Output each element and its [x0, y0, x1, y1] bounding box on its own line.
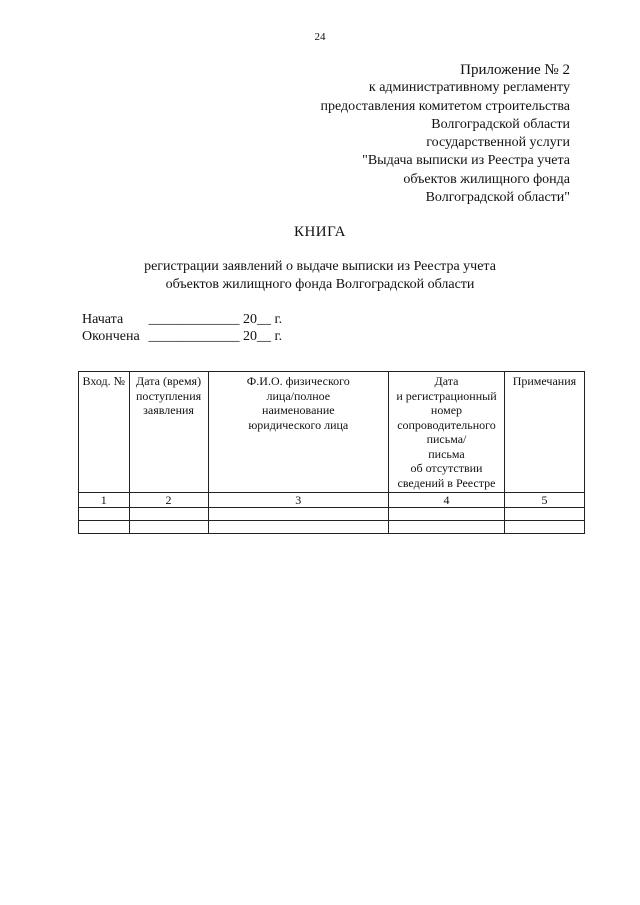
document-subtitle: [0, 258, 640, 294]
appendix-block: [321, 61, 570, 207]
appendix-line: Приложение № 2: [460, 62, 570, 78]
table-row: [79, 508, 585, 521]
column-number: 5: [504, 493, 584, 508]
table-header-row: [79, 372, 585, 493]
table-cell: [129, 508, 208, 521]
ended-label: Окончена: [82, 329, 140, 344]
dates-block: [82, 311, 282, 345]
header-cell-text: Примечания: [512, 374, 577, 388]
header-applicant-name: [208, 372, 389, 493]
subtitle-line: объектов жилищного фонда Волгоградской области: [165, 277, 475, 292]
table-cell: [389, 521, 505, 534]
table-cell: [504, 521, 584, 534]
table-cell: [129, 521, 208, 534]
header-cell-text: Вход. №: [82, 374, 126, 388]
column-number: 3: [208, 493, 389, 508]
header-cell-text: Ф.И.О. физического лица/полное наименование юридического лица: [246, 374, 350, 432]
table-cell: [208, 508, 389, 521]
appendix-line: объектов жилищного фонда: [403, 171, 570, 187]
header-cell-text: Дата (время) поступления заявления: [135, 374, 202, 417]
column-number: 4: [389, 493, 505, 508]
started-row: [82, 311, 282, 328]
header-notes: [504, 372, 584, 493]
header-receipt-date: [129, 372, 208, 493]
appendix-line: "Выдача выписки из Реестра учета: [362, 153, 570, 169]
table-cell: [504, 508, 584, 521]
subtitle-line: регистрации заявлений о выдаче выписки из Реестра учета: [144, 259, 496, 274]
ended-value: _____________ 20__ г.: [148, 329, 283, 344]
table-cell: [208, 521, 389, 534]
header-cell-text: Дата и регистрационный номер сопроводительного письма/ письма об отсутствии сведений в Реестре: [396, 374, 497, 490]
column-number-row: [79, 493, 585, 508]
header-letter-date-number: [389, 372, 505, 493]
table-row: [79, 521, 585, 534]
registration-table: [78, 371, 585, 534]
page-number: 24: [314, 31, 326, 43]
table-cell: [389, 508, 505, 521]
ended-row: [82, 328, 282, 345]
appendix-line: государственной услуги: [426, 135, 570, 151]
appendix-line: предоставления комитетом строительства: [320, 98, 570, 114]
started-label: Начата: [82, 312, 124, 327]
document-title: КНИГА: [293, 224, 347, 240]
appendix-line: к административному регламенту: [368, 80, 570, 96]
started-value: _____________ 20__ г.: [148, 312, 283, 327]
appendix-line: Волгоградской области: [431, 116, 570, 132]
table-cell: [79, 508, 130, 521]
column-number: 1: [79, 493, 130, 508]
table-cell: [79, 521, 130, 534]
column-number: 2: [129, 493, 208, 508]
header-entry-number: [79, 372, 130, 493]
appendix-line: Волгоградской области": [425, 190, 570, 206]
